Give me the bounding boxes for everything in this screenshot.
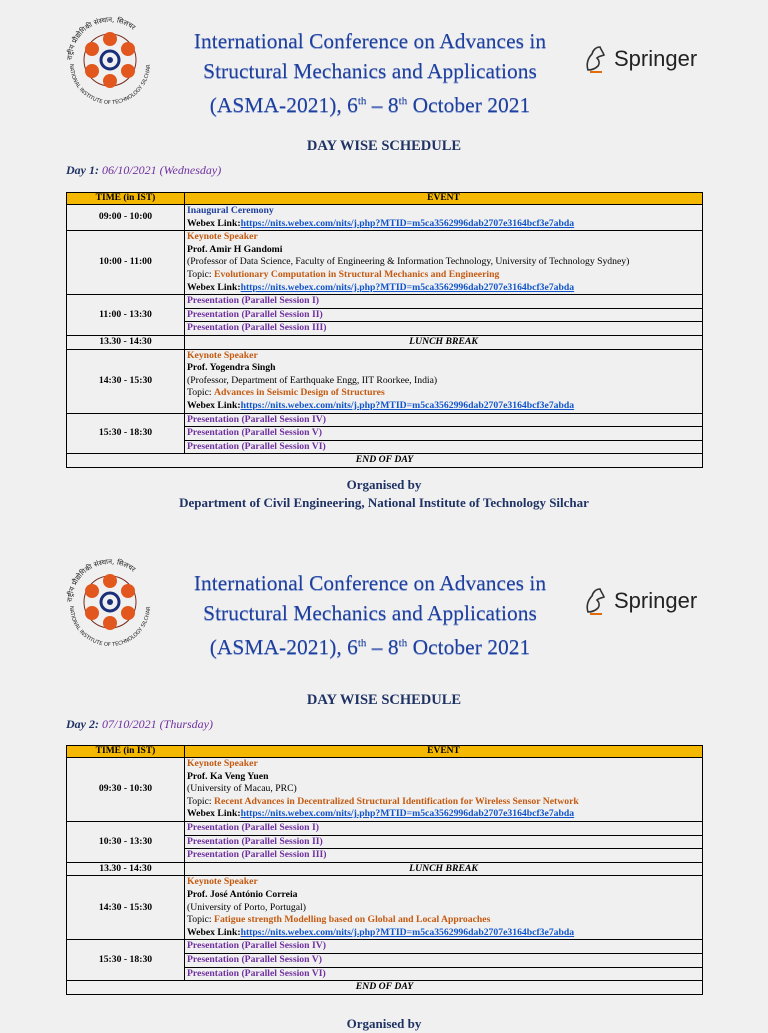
keynote-label: Keynote Speaker [187, 231, 258, 243]
parallel-session: Presentation (Parallel Session VI) [185, 967, 702, 981]
title-line-2: Structural Mechanics and Applications [203, 601, 537, 625]
time-cell: 09:30 - 10:30 [67, 758, 185, 822]
table-row [67, 295, 703, 336]
nit-silchar-logo [58, 550, 162, 654]
springer-horse-icon [582, 44, 608, 74]
schedule-page-day2 [0, 542, 768, 1031]
lunch-break: LUNCH BREAK [185, 335, 703, 349]
organiser-name: Department of Civil Engineering, National Institute of Technology Silchar [179, 495, 589, 510]
speaker-name: Prof. José António Correia [187, 888, 298, 900]
speaker-affiliation: (University of Macau, PRC) [187, 783, 297, 795]
event-title: Inaugural Ceremony [187, 205, 274, 216]
conference-title [170, 568, 570, 662]
schedule-table [66, 192, 703, 468]
springer-horse-icon [582, 586, 608, 616]
topic-row: Topic: Fatigue strength Modelling based on Global and Local Approaches [187, 914, 491, 926]
event-cell [185, 940, 703, 981]
table-row [67, 862, 703, 876]
springer-wordmark: Springer [614, 588, 698, 613]
speaker-affiliation: (Professor of Data Science, Faculty of Engineering & Information Technology, University of Technology Sydney) [187, 256, 630, 268]
end-of-day: END OF DAY [67, 981, 703, 995]
time-cell: 14:30 - 15:30 [67, 349, 185, 413]
event-cell [185, 205, 703, 231]
parallel-session: Presentation (Parallel Session V) [185, 953, 702, 967]
organised-label: Organised by [346, 477, 422, 492]
svg-text:राष्ट्रीय प्रौद्योगिकी संस्थान: राष्ट्रीय प्रौद्योगिकी संस्थान, सिलचर [65, 557, 137, 603]
time-header: TIME (in IST) [67, 193, 185, 205]
parallel-session: Presentation (Parallel Session IV) [187, 940, 326, 952]
parallel-session: Presentation (Parallel Session I) [187, 821, 319, 833]
time-cell: 15:30 - 18:30 [67, 940, 185, 981]
conference-header [0, 0, 768, 118]
event-cell [185, 876, 703, 940]
table-row [67, 349, 703, 413]
table-header-row [67, 193, 703, 205]
conference-header [0, 542, 768, 660]
table-row [67, 205, 703, 231]
springer-logo [582, 586, 697, 616]
event-cell [185, 295, 703, 336]
webex-link-row: Webex Link:https://nits.webex.com/nits/j.php?MTID=m5ca3562996dab2707e3164bcf3e7abda [187, 281, 575, 293]
time-header: TIME (in IST) [67, 746, 185, 758]
webex-link[interactable]: https://nits.webex.com/nits/j.php?MTID=m5ca3562996dab2707e3164bcf3e7abda [240, 926, 575, 938]
parallel-session: Presentation (Parallel Session IV) [187, 413, 326, 425]
event-header: EVENT [185, 193, 703, 205]
topic-row: Topic: Recent Advances in Decentralized Structural Identification for Wireless Sensor Network [187, 795, 579, 807]
title-line-2: Structural Mechanics and Applications [203, 59, 537, 83]
title-line-1: International Conference on Advances in [193, 571, 547, 595]
parallel-session: Presentation (Parallel Session III) [185, 321, 702, 335]
table-row [67, 335, 703, 349]
springer-wordmark: Springer [614, 46, 698, 71]
webex-link[interactable]: https://nits.webex.com/nits/j.php?MTID=m5ca3562996dab2707e3164bcf3e7abda [240, 217, 575, 229]
title-line-3: (ASMA-2021), 6th – 8th October 2021 [209, 93, 531, 118]
webex-link-row: Webex Link:https://nits.webex.com/nits/j.php?MTID=m5ca3562996dab2707e3164bcf3e7abda [187, 217, 575, 229]
svg-text:राष्ट्रीय प्रौद्योगिकी संस्थान: राष्ट्रीय प्रौद्योगिकी संस्थान, सिलचर [65, 15, 137, 61]
topic-row: Topic: Evolutionary Computation in Structural Mechanics and Engineering [187, 268, 500, 280]
day-label: Day 2: 07/10/2021 (Thursday) [66, 717, 213, 731]
keynote-label: Keynote Speaker [187, 876, 258, 888]
webex-link[interactable]: https://nits.webex.com/nits/j.php?MTID=m5ca3562996dab2707e3164bcf3e7abda [240, 399, 575, 411]
keynote-label: Keynote Speaker [187, 349, 258, 361]
event-cell [185, 821, 703, 862]
title-line-1: International Conference on Advances in [193, 29, 547, 53]
organised-label: Organised by [346, 1016, 422, 1031]
svg-text:NATIONAL INSTITUTE OF TECHNOLO: NATIONAL INSTITUTE OF TECHNOLOGY SILCHAR [67, 63, 153, 107]
table-row [67, 231, 703, 295]
speaker-name: Prof. Amir H Gandomi [187, 243, 283, 255]
parallel-session: Presentation (Parallel Session III) [185, 848, 702, 862]
end-of-day: END OF DAY [67, 454, 703, 468]
table-row [67, 758, 703, 822]
table-header-row [67, 746, 703, 758]
event-cell [185, 349, 703, 413]
nit-silchar-logo [58, 8, 162, 112]
svg-text:NATIONAL INSTITUTE OF TECHNOLO: NATIONAL INSTITUTE OF TECHNOLOGY SILCHAR [67, 605, 153, 649]
topic-row: Topic: Advances in Seismic Design of Structures [187, 387, 385, 399]
table-row [67, 940, 703, 981]
speaker-affiliation: (University of Porto, Portugal) [187, 901, 306, 913]
time-cell: 15:30 - 18:30 [67, 413, 185, 454]
parallel-session: Presentation (Parallel Session II) [185, 835, 702, 849]
parallel-session: Presentation (Parallel Session I) [187, 295, 319, 307]
lunch-break: LUNCH BREAK [185, 862, 703, 876]
schedule-heading: DAY WISE SCHEDULE [306, 692, 462, 708]
table-row [67, 413, 703, 454]
speaker-affiliation: (Professor, Department of Earthquake Engg, IIT Roorkee, India) [187, 374, 438, 386]
event-cell [185, 758, 703, 822]
title-line-3: (ASMA-2021), 6th – 8th October 2021 [209, 635, 531, 660]
time-cell: 11:00 - 13:30 [67, 295, 185, 336]
table-row [67, 876, 703, 940]
event-header: EVENT [185, 746, 703, 758]
speaker-name: Prof. Yogendra Singh [187, 362, 276, 374]
time-cell: 10:00 - 11:00 [67, 231, 185, 295]
webex-link[interactable]: https://nits.webex.com/nits/j.php?MTID=m5ca3562996dab2707e3164bcf3e7abda [240, 281, 575, 293]
webex-link-row: Webex Link:https://nits.webex.com/nits/j.php?MTID=m5ca3562996dab2707e3164bcf3e7abda [187, 926, 575, 938]
springer-logo [582, 44, 697, 74]
speaker-name: Prof. Ka Veng Yuen [187, 770, 269, 782]
organiser-block-cut [0, 1015, 768, 1033]
schedule-page-day1 [0, 0, 768, 510]
table-row [67, 981, 703, 995]
parallel-session: Presentation (Parallel Session II) [185, 308, 702, 322]
organiser-block [0, 476, 768, 512]
webex-link-row: Webex Link:https://nits.webex.com/nits/j.php?MTID=m5ca3562996dab2707e3164bcf3e7abda [187, 399, 575, 411]
table-row [67, 454, 703, 468]
webex-link[interactable]: https://nits.webex.com/nits/j.php?MTID=m5ca3562996dab2707e3164bcf3e7abda [240, 808, 575, 820]
time-cell: 14:30 - 15:30 [67, 876, 185, 940]
time-cell: 13.30 - 14:30 [67, 335, 185, 349]
conference-title [170, 26, 570, 120]
day-label: Day 1: 06/10/2021 (Wednesday) [66, 163, 222, 177]
schedule-heading: DAY WISE SCHEDULE [306, 138, 462, 154]
webex-link-row: Webex Link:https://nits.webex.com/nits/j.php?MTID=m5ca3562996dab2707e3164bcf3e7abda [187, 808, 575, 820]
event-cell [185, 413, 703, 454]
table-row [67, 821, 703, 862]
time-cell: 09:00 - 10:00 [67, 205, 185, 231]
parallel-session: Presentation (Parallel Session V) [185, 426, 702, 440]
keynote-label: Keynote Speaker [187, 758, 258, 769]
schedule-table [66, 745, 703, 995]
event-cell [185, 231, 703, 295]
time-cell: 13.30 - 14:30 [67, 862, 185, 876]
time-cell: 10:30 - 13:30 [67, 821, 185, 862]
parallel-session: Presentation (Parallel Session VI) [185, 440, 702, 454]
